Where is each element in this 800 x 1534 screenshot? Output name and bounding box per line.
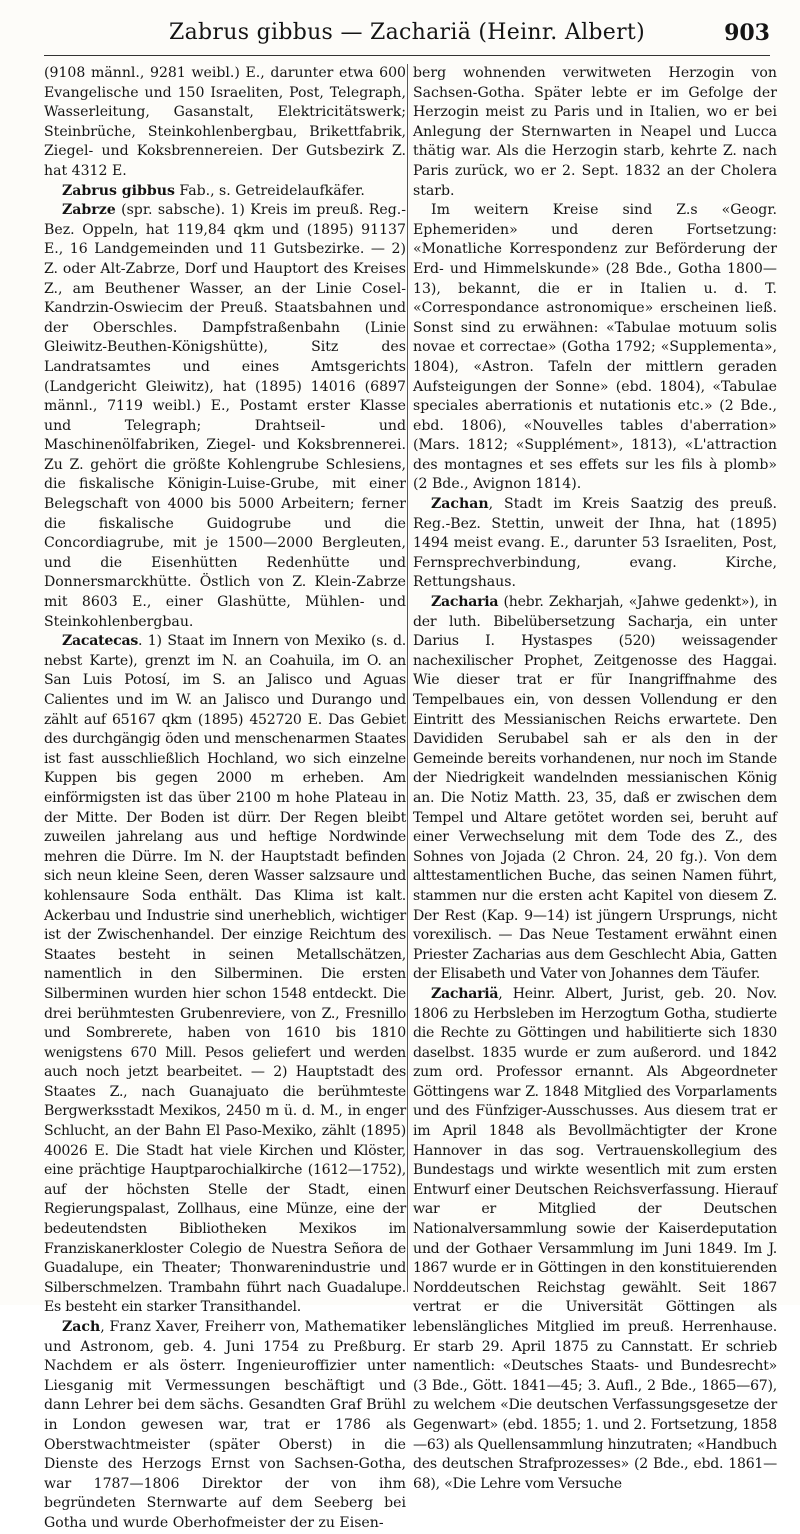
entry-lemma: Zacatecas [62,633,139,650]
entry-text: berg wohnenden verwitweten Herzogin von Sachsen-Gotha. Später lebte er im Gefolge der Herzogin meist zu Paris und in Italien, wo er bei Anlegung der Sternwarten in Neapel und Lucca thätig war. Als die Herzogin starb, kehrte Z. nach Paris zurück, wo er 2. Sept. 1832 an der Cholera starb. [413,65,777,199]
entry-zach [44,1318,406,1534]
page-header [44,18,770,52]
entry-zabrus-gibbus [44,182,406,202]
entry-lemma: Zabrze [62,202,116,219]
right-column [413,64,777,1492]
entry-lemma: Zacharia [431,594,499,611]
entry-lemma: Zach [62,1319,101,1335]
entry-zacatecas [44,632,406,1318]
page-number: 903 [724,20,770,46]
entry-text: (spr. sabsche). 1) Kreis im preuß. Reg.-Bez. Oppeln, hat 119,84 qkm und (1895) 91137 E., 16 Landgemeinden und 11 Gutsbezirke. — 2) Z. oder Alt-Zabrze, Dorf und Hauptort des Kreises Z., am Beuthener Wasser, an der Linie Cosel-Kandrzin-Oswiecim der Preuß. Staatsbahnen und der Oberschles. Dampfstraßenbahn (Linie Gleiwitz-Beuthen-Königshütte), Sitz des Landratsamtes und eines Amtsgerichts (Landgericht Gleiwitz), hat (1895) 14016 (6897 männl., 7119 weibl.) E., Postamt erster Klasse und Telegraph; Drahtseil- und Maschinenölfabriken, Ziegel- und Koksbrennerei. Zu Z. gehört die größte Kohlengrube Schlesiens, die fiskalische Königin-Luise-Grube, mit einer Belegschaft von 4000 bis 5000 Arbeitern; ferner die fiskalische Guidogrube und die Concordiagrube, mit je 1500—2000 Bergleuten, und die Eisenhütten Redenhütte und Donnersmarckhütte. Östlich von Z. Klein-Zabrze mit 8603 E., einer Glashütte, Mühlen- und Steinkohlenbergbau. [44,202,406,630]
entry-text: Im weitern Kreise sind Z.s «Geogr. Ephemeriden» und deren Fortsetzung: «Monatliche Korrespondenz zur Beförderung der Erd- und Himmelskunde» (28 Bde., Gotha 1800—13), bekannt, die er in Italien u. d. T. «Correspondance astronomique» erscheinen ließ. Sonst sind zu erwähnen: «Tabulae motuum solis novae et correctae» (Gotha 1792; «Supplementa», 1804), «Astron. Tafeln der mittlern geraden Aufsteigungen der Sonne» (ebd. 1804), «Tabulae speciales aberrationis et nutationis etc.» (2 Bde., ebd. 1806), «Nouvelles tables d'aberration» (Mars. 1812; «Supplément», 1813), «L'attraction des montagnes et ses effets sur les fils à plomb» (2 Bde., Avignon 1814). [413,202,777,493]
entry-lemma: Zachan [431,496,489,513]
running-head: Zabrus gibbus — Zachariä (Heinr. Albert) [169,20,645,45]
entry-text: . 1) Staat im Innern von Mexiko (s. d. nebst Karte), grenzt im N. an Coahuila, im O. an San Luis Potosí, im S. an Jalisco und Aguas Calientes und im W. an Jalisco und Durango und zählt auf 65167 qkm (1895) 452720 E. Das Gebiet des durchgängig öden und menschenarmen Staates ist fast ausschließlich Hochland, wo sich einzelne Kuppen bis gegen 2000 m erheben. Am einförmigsten ist das über 2100 m hohe Plateau in der Mitte. Der Boden ist dürr. Der Regen bleibt zuweilen jahrelang aus und heftige Nordwinde mehren die Dürre. Im N. der Hauptstadt befinden sich neun kleine Seen, deren Wasser salzsaure und kohlensaure Soda enthält. Das Klima ist kalt. Ackerbau und Industrie sind unerheblich, wichtiger ist der Zwischenhandel. Der einzige Reichtum des Staates besteht in seinen Metallschätzen, namentlich in den Silberminen. Die ersten Silberminen wurden hier schon 1548 entdeckt. Die drei berühmtesten Grubenreviere, von Z., Fresnillo und Sombrerete, haben von 1610 bis 1810 wenigstens 670 Mill. Pesos geliefert und werden auch noch jetzt bearbeitet. — 2) Hauptstadt des Staates Z., nach Guanajuato die berühmteste Bergwerksstadt Mexikos, 2450 m ü. d. M., in enger Schlucht, an der Bahn El Paso-Mexiko, zählt (1895) 40026 E. Die Stadt hat viele Kirchen und Klöster, eine prächtige Hauptparochialkirche (1612—1752), auf der höchsten Stelle der Stadt, einen Regierungspalast, Zollhaus, eine Münze, eine der bedeutendsten Bibliotheken Mexikos im Franziskanerkloster Colegio de Nuestra Señora de Guadalupe, ein Theater; Thonwarenindustrie und Silberschmelzen. Trambahn führt nach Guadalupe. Es besteht ein starker Transithandel. [44,633,406,1316]
entry-zachariae [413,985,777,1494]
entry-lemma: Zachariä [431,985,499,1002]
entry-zach-works [413,201,777,495]
column-divider [407,64,408,1292]
entry-text: , Heinr. Albert, Jurist, geb. 20. Nov. 1806 zu Herbsleben im Herzogtum Gotha, studierte die Rechte zu Göttingen und habilitierte sich 1830 daselbst. 1835 wurde er zum außerord. und 1842 zum ord. Professor ernannt. Als Abgeordneter Göttingens war Z. 1848 Mitglied des Vorparlaments und des Fünfziger-Ausschusses. Aus diesem trat er im April 1848 als Bevollmächtigter der Krone Hannover in das sog. Vertrauenskollegium des Bundestags und wirkte wesentlich mit zum ersten Entwurf einer Deutschen Reichsverfassung. Hierauf war er Mitglied der Deutschen Nationalversammlung sowie der Kaiserdeputation und der Gothaer Versammlung im Juni 1849. Im J. 1867 wurde er in Göttingen in den konstituierenden Norddeutschen Reichstag gewählt. Seit 1867 vertrat er die Universität Göttingen als lebenslängliches Mitglied im preuß. Herrenhause. Er starb 29. April 1875 zu Cannstatt. Er schrieb namentlich: «Deutsches Staats- und Bundesrecht» (3 Bde., Gött. 1841—45; 3. Aufl., 2 Bde., 1865—67), zu welchem «Die deutschen Verfassungsgesetze der Gegenwart» (ebd. 1855; 1. und 2. Fortsetzung, 1858—63) als Quellensammlung hinzutraten; «Handbuch des deutschen Strafprozesses» (2 Bde., ebd. 1861—68), «Die Lehre vom Versuche [413,985,777,1492]
entry-text: , Franz Xaver, Freiherr von, Mathematiker und Astronom, geb. 4. Juni 1754 zu Preßburg. Nachdem er als österr. Ingenieuroffizier unter Liesganig mit Vermessungen beschäftigt und dann Lehrer bei dem sächs. Gesandten Graf Brühl in London gewesen war, trat er 1786 als Oberstwachtmeister (später Oberst) in die Dienste des Herzogs Ernst von Sachsen-Gotha, war 1787—1806 Direktor der von ihm begründeten Sternwarte auf dem Seeberg bei Gotha und wurde Oberhofmeister der zu Eisen- [44,1319,406,1531]
entry-text: (hebr. Zekharjah, «Jahwe gedenkt»), in der luth. Bibelübersetzung Sacharja, ein unter Darius I. Hystaspes (520) weissagender nachexilischer Prophet, Zeitgenosse des Haggai. Wie dieser trat er für Inangriffnahme des Tempelbaues ein, von dessen Vollendung er den Eintritt des Messianischen Reichs erwartete. Den Davididen Serubabel sah er als den in der Gemeinde bereits vorhandenen, nur noch im Stande der Niedrigkeit wandelnden messianischen König an. Die Notiz Matth. 23, 35, daß er zwischen dem Tempel und Altare getötet worden sei, beruht auf einer Verwechselung mit dem Tode des Z., des Sohnes von Jojada (2 Chron. 24, 20 fg.). Von dem alttestamentlichen Buche, das seinen Namen führt, stammen nur die ersten acht Kapitel von diesem Z. Der Rest (Kap. 9—14) ist jüngern Ursprungs, nicht vorexilisch. — Das Neue Testament erwähnt einen Priester Zacharias aus dem Geschlecht Abia, Gatten der Elisabeth und Vater von Johannes dem Täufer. [413,594,777,983]
entry-text: (9108 männl., 9281 weibl.) E., darunter etwa 600 Evangelische und 150 Israeliten, Post, Telegraph, Wasserleitung, Gasanstalt, Elektricitätswerk; Steinbrüche, Steinkohlenbergbau, Brikettfabrik, Ziegel- und Koksbrennereien. Der Gutsbezirk Z. hat 4312 E. [44,65,406,179]
entry-continuation [44,64,406,182]
entry-zachan [413,495,777,593]
entry-lemma: Zabrus gibbus [62,182,175,199]
entry-zacharia [413,593,777,985]
entry-zabrze [44,201,406,632]
header-rule [44,55,770,56]
left-column [44,64,406,1531]
entry-text: Fab., s. Getreidelaufkäfer. [174,182,365,199]
entry-continuation [413,64,777,201]
entry-text: , Stadt im Kreis Saatzig des preuß. Reg.-Bez. Stettin, unweit der Ihna, hat (1895) 1494 meist evang. E., darunter 53 Israeliten, Post, Fernsprechverbindung, evang. Kirche, Rettungshaus. [413,496,777,591]
